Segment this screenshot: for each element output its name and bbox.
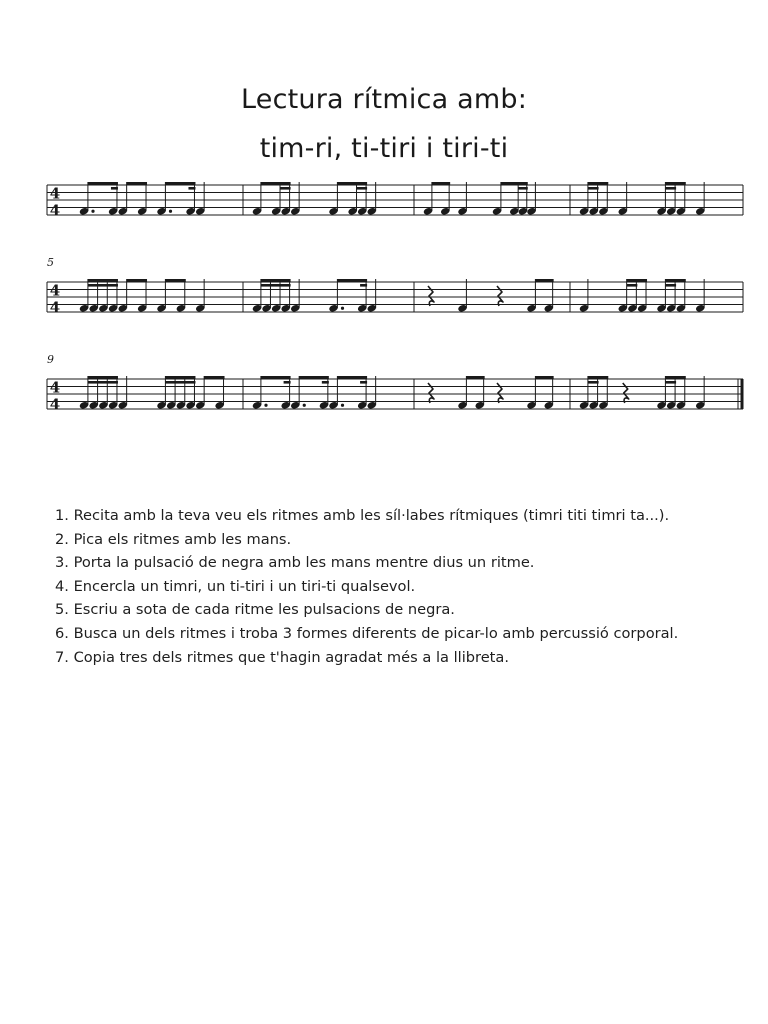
secondary-beam	[357, 187, 368, 190]
secondary-beam	[665, 284, 676, 287]
beam	[665, 279, 685, 282]
secondary-beam-stub	[188, 187, 195, 190]
augmentation-dot	[169, 210, 172, 213]
instruction-item: 3. Porta la pulsació de negra amb les mans mentre dius un ritme.	[55, 554, 535, 572]
beam	[88, 279, 118, 282]
beam	[127, 182, 147, 185]
secondary-beam	[88, 284, 118, 287]
beam	[665, 376, 685, 379]
beam	[204, 376, 224, 379]
rest-glyph	[428, 383, 434, 403]
secondary-beam-stub	[284, 381, 291, 384]
beam	[165, 279, 185, 282]
instruction-item: 7. Copia tres dels ritmes que t'hagin agradat més a la llibreta.	[55, 648, 509, 666]
beam	[588, 376, 608, 379]
secondary-beam	[665, 381, 676, 384]
beam	[535, 376, 553, 379]
beam	[337, 279, 367, 282]
augmentation-dot	[341, 307, 344, 310]
beam	[501, 182, 528, 185]
augmentation-dot	[264, 404, 267, 407]
beam	[261, 376, 291, 379]
beam	[432, 182, 450, 185]
beam	[261, 182, 291, 185]
beam	[665, 182, 685, 185]
quarter-rest	[428, 383, 434, 403]
time-signature-denominator: 4	[49, 201, 61, 220]
secondary-beam	[518, 187, 528, 190]
beam	[337, 376, 367, 379]
rest-glyph	[623, 383, 629, 403]
rest-glyph	[497, 286, 503, 306]
instruction-item: 4. Encercla un timri, un ti-tiri i un tiri-ti qualsevol.	[55, 577, 416, 595]
staff-system	[47, 256, 743, 317]
measure-number: 9	[47, 353, 54, 366]
secondary-beam	[588, 187, 599, 190]
secondary-beam	[165, 381, 195, 384]
quarter-rest	[497, 383, 503, 403]
secondary-beam-stub	[360, 381, 367, 384]
beam	[337, 182, 367, 185]
augmentation-dot	[303, 404, 306, 407]
final-barline	[741, 379, 744, 409]
secondary-beam	[627, 284, 638, 287]
secondary-beam-stub	[360, 284, 367, 287]
beam	[588, 182, 608, 185]
instructions-list	[55, 504, 678, 669]
secondary-beam	[261, 284, 291, 287]
instruction-item: 5. Escriu a sota de cada ritme les pulsacions de negra.	[55, 601, 455, 619]
time-signature-numerator: 4	[49, 378, 61, 397]
beam	[466, 376, 484, 379]
quarter-rest	[623, 383, 629, 403]
beam	[627, 279, 647, 282]
beam	[165, 376, 195, 379]
secondary-beam-stub	[111, 187, 118, 190]
quarter-rest	[428, 286, 434, 306]
secondary-beam-stub	[322, 381, 329, 384]
beam	[165, 182, 195, 185]
secondary-beam	[588, 381, 599, 384]
measure-number: 5	[47, 256, 54, 269]
page-subtitle: tim-ri, ti-tiri i tiri-ti	[259, 133, 509, 165]
augmentation-dot	[91, 210, 94, 213]
time-signature-numerator: 4	[49, 184, 61, 203]
time-signature-denominator: 4	[49, 395, 61, 414]
page-title: Lectura rítmica amb:	[241, 84, 527, 116]
beam	[535, 279, 553, 282]
rest-glyph	[428, 286, 434, 306]
instruction-item: 2. Pica els ritmes amb les mans.	[55, 530, 292, 548]
instruction-item: 1. Recita amb la teva veu els ritmes amb les síl·labes rítmiques (timri titi timri ta...).	[55, 507, 670, 524]
time-signature-denominator: 4	[49, 298, 61, 317]
instruction-item: 6. Busca un dels ritmes i troba 3 formes diferents de picar-lo amb percussió corporal.	[55, 624, 679, 642]
quarter-rest	[497, 286, 503, 306]
rest-glyph	[497, 383, 503, 403]
rhythm-score	[0, 0, 768, 470]
staff-system	[47, 353, 744, 414]
beam	[261, 279, 291, 282]
beam	[88, 182, 118, 185]
beam	[299, 376, 329, 379]
beam	[127, 279, 147, 282]
secondary-beam	[280, 187, 291, 190]
secondary-beam	[88, 381, 118, 384]
staff-system	[47, 182, 743, 220]
augmentation-dot	[341, 404, 344, 407]
time-signature-numerator: 4	[49, 281, 61, 300]
secondary-beam	[665, 187, 676, 190]
beam	[88, 376, 118, 379]
